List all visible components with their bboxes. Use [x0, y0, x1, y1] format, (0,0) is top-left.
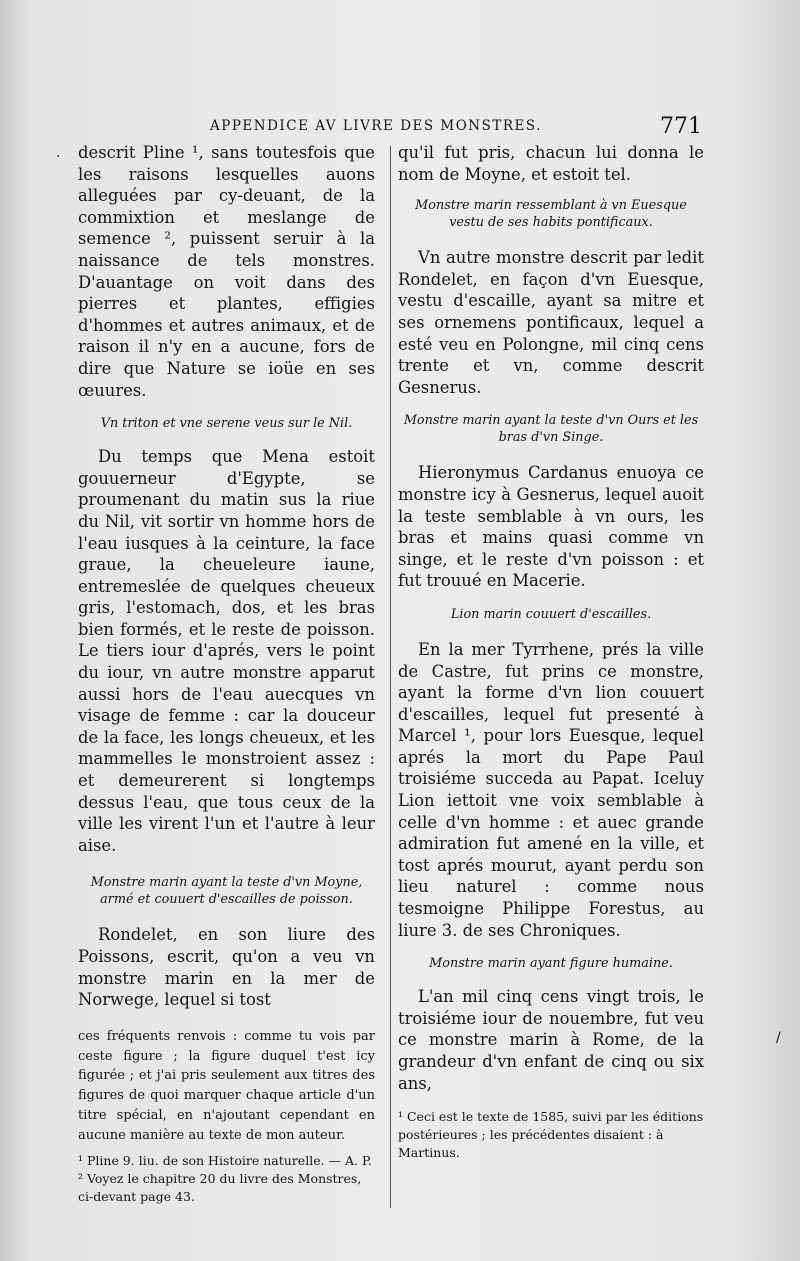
left-paragraph-1: descrit Pline ¹, sans toutesfois que les raisons lesquelles auons alleguées par cy-deuant, de la commixtion et meslange de semence ², puissent seruir à la naissance de tels monstres. D'auantage on voit dans des pierres et plantes, effigies d'hommes et autres animaux, et de raison il n'y en a aucune, fors de dire que Nature se ioüe en ses œuures. — [78, 143, 375, 400]
right-paragraph-1: qu'il fut pris, chacun lui donna le nom de Moyne, et estoit tel. — [398, 143, 704, 184]
editor-note: ces fréquents renvois : comme tu vois par ceste figure ; la figure duquel t'est icy figurée ; et j'ai pris seulement aux titres des figures de quoi marquer chaque article d'un titre spécial, en n'ajoutant cependant en aucune manière au texte de mon auteur. — [78, 1028, 375, 1143]
right-paragraph-3: Hieronymus Cardanus enuoya ce monstre icy à Gesnerus, lequel auoit la teste semblable à vn ours, les bras et mains quasi comme vn singe, et le reste d'vn poisson : et fut trouué en Macerie. — [398, 463, 704, 591]
left-footnote-2: ² Voyez le chapitre 20 du livre des Monstres, ci-devant page 43. — [78, 1170, 362, 1204]
left-column — [78, 142, 375, 1206]
right-caption-1: Monstre marin ressemblant à vn Euesque vestu de ses habits pontificaux. — [415, 198, 687, 231]
margin-mark: · — [56, 149, 61, 165]
right-paragraph-2: Vn autre monstre descrit par ledit Rondelet, en façon d'vn Euesque, vestu d'escaille, ayant sa mitre et ses ornemens pontificaux, lequel a esté veu en Polongne, mil cinq cens trente et vn, comme descrit Gesnerus. — [398, 248, 704, 397]
page-number: 771 — [660, 114, 702, 139]
left-caption-1: Vn triton et vne serene veus sur le Nil. — [100, 416, 353, 432]
running-header — [0, 114, 800, 144]
left-footnote-1: ¹ Pline 9. liu. de son Histoire naturelle. — A. P. — [78, 1152, 372, 1168]
right-caption-4: Monstre marin ayant figure humaine. — [429, 956, 673, 972]
right-caption-2: Monstre marin ayant la teste d'vn Ours et les bras d'vn Singe. — [403, 413, 699, 446]
margin-mark-right: / — [776, 1030, 781, 1046]
running-title: APPENDICE AV LIVRE DES MONSTRES. — [210, 118, 542, 134]
column-divider — [390, 146, 391, 1208]
left-paragraph-2: Du temps que Mena estoit gouuerneur d'Egypte, se proumenant du matin sus la riue du Nil, vit sortir vn homme hors de l'eau iusques à la ceinture, la face graue, la cheueleure iaune, entremeslée de quelques cheueux gris, l'estomach, dos, et les bras bien formés, et le reste de poisson. Le tiers iour d'aprés, vers le point du iour, vn autre monstre apparut aussi hors de l'eau auecques vn visage de femme : car la douceur de la face, les longs cheueux, et les mammelles le monstroient assez : et demeurerent si longtemps dessus l'eau, que tous ceux de la ville les virent l'un et l'autre à leur aise. — [78, 447, 375, 855]
right-footnote-1: ¹ Ceci est le texte de 1585, suivi par les éditions postérieures ; les précédentes disaient : à Martinus. — [398, 1109, 704, 1161]
left-paragraph-3: Rondelet, en son liure des Poissons, escrit, qu'on a veu vn monstre marin en la mer de Norwege, lequel si tost — [78, 925, 375, 1010]
right-paragraph-5: L'an mil cinq cens vingt trois, le troisiéme iour de nouembre, fut veu ce monstre marin à Rome, de la grandeur d'vn enfant de cinq ou six ans, — [398, 987, 704, 1093]
right-caption-3: Lion marin couuert d'escailles. — [450, 606, 652, 622]
left-caption-2: Monstre marin ayant la teste d'vn Moyne, armé et couuert d'escailles de poisson. — [90, 875, 363, 908]
right-column — [398, 142, 704, 1162]
right-paragraph-4: En la mer Tyrrhene, prés la ville de Castre, fut prins ce monstre, ayant la forme d'vn lion couuert d'escailles, lequel fut presenté à Marcel ¹, pour lors Euesque, lequel aprés la mort du Pape Paul troisiéme succeda au Papat. Iceluy Lion iettoit vne voix semblable à celle d'vn homme : et auec grande admiration fut amené en la ville, et tost aprés mourut, ayant perdu son lieu naturel : comme nous tesmoigne Philippe Forestus, au liure 3. de ses Chroniques. — [398, 639, 704, 940]
